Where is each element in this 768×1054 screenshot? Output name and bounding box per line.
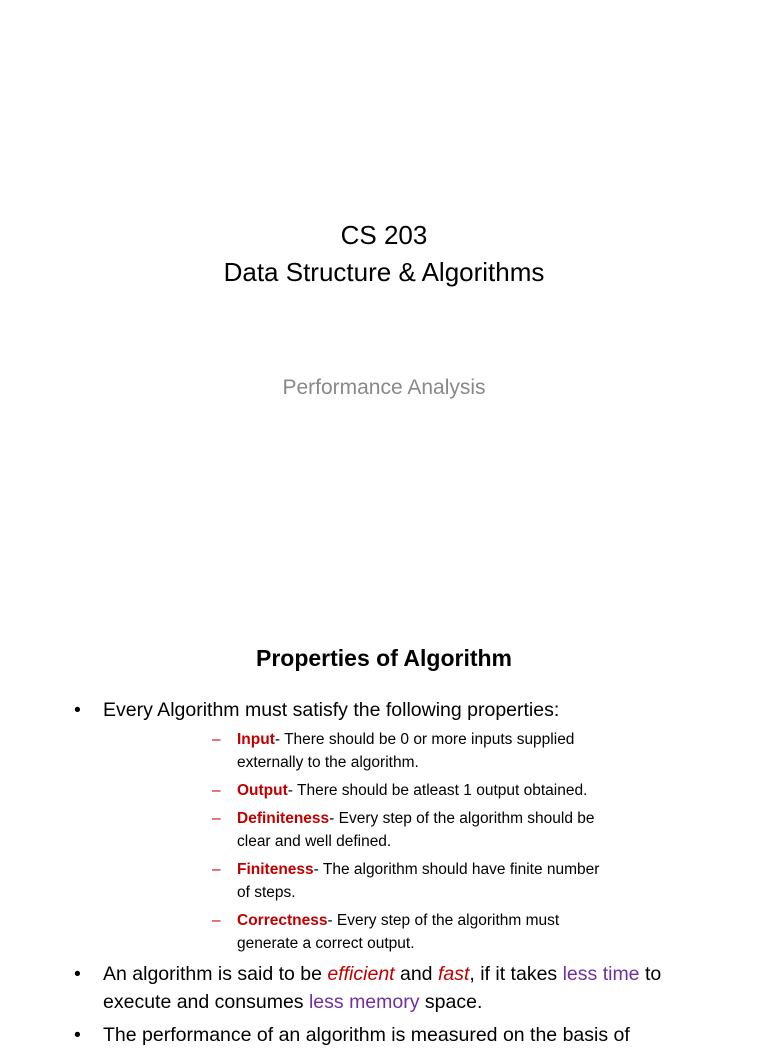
fast-highlight: fast xyxy=(437,963,470,985)
content-slide xyxy=(0,576,768,1046)
less-time-highlight: less time xyxy=(562,963,640,985)
slide-title xyxy=(0,217,768,291)
bullet-text-part: space. xyxy=(419,991,483,1013)
bullet-text-part: , if it takes xyxy=(469,963,563,985)
bullet-item xyxy=(0,960,768,1016)
bullet-marker: • xyxy=(74,963,81,985)
property-term: Finiteness xyxy=(237,861,314,878)
bullet-marker: • xyxy=(74,699,81,721)
property-term: Definiteness xyxy=(237,810,330,827)
bullet-text: The performance of an algorithm is measured on the basis of xyxy=(103,1024,630,1046)
dash-marker: – xyxy=(212,861,221,878)
property-text: - There should be 0 or more inputs supplied externally to the algorithm. xyxy=(237,731,575,771)
property-term: Output xyxy=(237,782,288,799)
property-text: - There should be atleast 1 output obtained. xyxy=(287,782,588,799)
property-term: Input xyxy=(237,731,275,748)
bullet-list xyxy=(0,696,768,1054)
property-item-output xyxy=(103,779,708,802)
property-item-finiteness xyxy=(103,858,708,904)
slide-heading: Properties of Algorithm xyxy=(256,645,512,671)
less-memory-highlight: less memory xyxy=(308,991,420,1013)
efficient-highlight: efficient xyxy=(327,963,395,985)
dash-marker: – xyxy=(212,782,221,799)
property-term: Correctness xyxy=(237,912,328,929)
bullet-item xyxy=(0,1021,768,1049)
bullet-text-part: and xyxy=(394,963,438,985)
course-name: Data Structure & Algorithms xyxy=(223,257,545,287)
bullet-item xyxy=(0,696,768,955)
bullet-text-part: An algorithm is said to be xyxy=(103,963,328,985)
property-text: - Every step of the algorithm must generate a correct output. xyxy=(237,912,560,952)
dash-marker: – xyxy=(212,912,221,929)
dash-marker: – xyxy=(212,810,221,827)
property-text: - The algorithm should have finite number of steps. xyxy=(237,861,600,901)
properties-list xyxy=(103,728,708,955)
property-text: - Every step of the algorithm should be clear and well defined. xyxy=(237,810,595,850)
bullet-text: Every Algorithm must satisfy the following properties: xyxy=(103,699,560,721)
bullet-marker: • xyxy=(74,1024,81,1046)
bullet-text-part: to execute and consumes xyxy=(103,963,662,1013)
property-item-input xyxy=(103,728,708,774)
dash-marker: – xyxy=(212,731,221,748)
course-code: CS 203 xyxy=(340,220,428,250)
property-item-definiteness xyxy=(103,807,708,853)
property-item-correctness xyxy=(103,909,708,955)
slide-subtitle: Performance Analysis xyxy=(282,376,486,399)
